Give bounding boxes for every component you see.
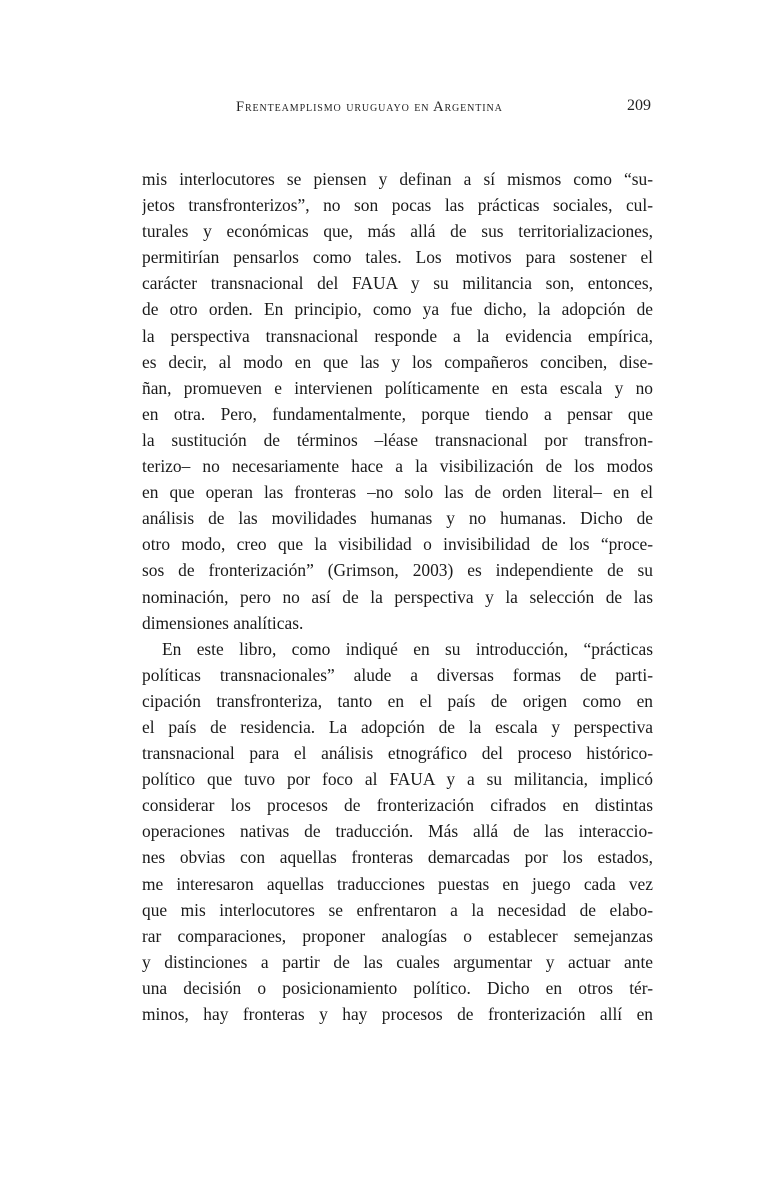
text-line: rar comparaciones, proponer analogías o establecer semejanzas [142, 925, 653, 946]
text-line: que mis interlocutores se enfrentaron a la necesidad de elabo- [142, 899, 653, 920]
text-line: jetos transfronterizos”, no son pocas las prácticas sociales, cul- [142, 195, 653, 216]
text-line: una decisión o posicionamiento político. Dicho en otros tér- [142, 977, 653, 998]
text-line: mis interlocutores se piensen y definan a sí mismos como “su- [142, 169, 653, 189]
text-line: otro modo, creo que la visibilidad o invisibilidad de los “proce- [142, 534, 653, 555]
text-line: nes obvias con aquellas fronteras demarcadas por los estados, [142, 847, 653, 868]
text-line: es decir, al modo en que las y los compañeros conciben, dise- [142, 351, 653, 372]
text-line: la sustitución de términos –léase transnacional por transfron- [142, 429, 653, 450]
text-line: en que operan las fronteras –no solo las de orden literal– en el [142, 482, 653, 503]
body-text [142, 166, 653, 1027]
text-line: en otra. Pero, fundamentalmente, porque tiendo a pensar que [142, 403, 653, 424]
text-line: considerar los procesos de fronterización cifrados en distintas [142, 795, 653, 816]
text-line: de otro orden. En principio, como ya fue dicho, la adopción de [142, 299, 653, 320]
text-line: nominación, pero no así de la perspectiva y la selección de las [142, 586, 653, 607]
text-line: ñan, promueven e intervienen políticamente en esta escala y no [142, 377, 653, 398]
text-line: el país de residencia. La adopción de la escala y perspectiva [142, 716, 653, 737]
text-line: turales y económicas que, más allá de sus territorializaciones, [142, 221, 653, 242]
paragraph-start-line: En este libro, como indiqué en su introducción, “prácticas [162, 638, 653, 659]
text-line: político que tuvo por foco al FAUA y a su militancia, implicó [142, 769, 653, 790]
text-line: análisis de las movilidades humanas y no humanas. Dicho de [142, 508, 653, 529]
text-line: minos, hay fronteras y hay procesos de fronterización allí en [142, 1004, 653, 1024]
text-line: carácter transnacional del FAUA y su militancia son, entonces, [142, 273, 653, 294]
text-line: operaciones nativas de traducción. Más allá de las interaccio- [142, 821, 653, 842]
text-line: la perspectiva transnacional responde a la evidencia empírica, [142, 325, 653, 346]
running-header-title: Frenteamplismo uruguayo en Argentina [236, 99, 503, 115]
text-line: cipación transfronteriza, tanto en el país de origen como en [142, 690, 653, 711]
text-line: me interesaron aquellas traducciones puestas en juego cada vez [142, 873, 653, 894]
text-line: sos de fronterización” (Grimson, 2003) es independiente de su [142, 560, 653, 581]
text-line: terizo– no necesariamente hace a la visibilización de los modos [142, 456, 653, 477]
text-line: políticas transnacionales” alude a diversas formas de parti- [142, 664, 653, 685]
paragraph-end-line: dimensiones analíticas. [142, 612, 304, 633]
running-header [142, 97, 653, 123]
text-line: y distinciones a partir de las cuales argumentar y actuar ante [142, 951, 653, 972]
text-line: transnacional para el análisis etnográfico del proceso histórico- [142, 743, 653, 764]
text-line: permitirían pensarlos como tales. Los motivos para sostener el [142, 247, 653, 268]
page-number: 209 [627, 97, 651, 114]
